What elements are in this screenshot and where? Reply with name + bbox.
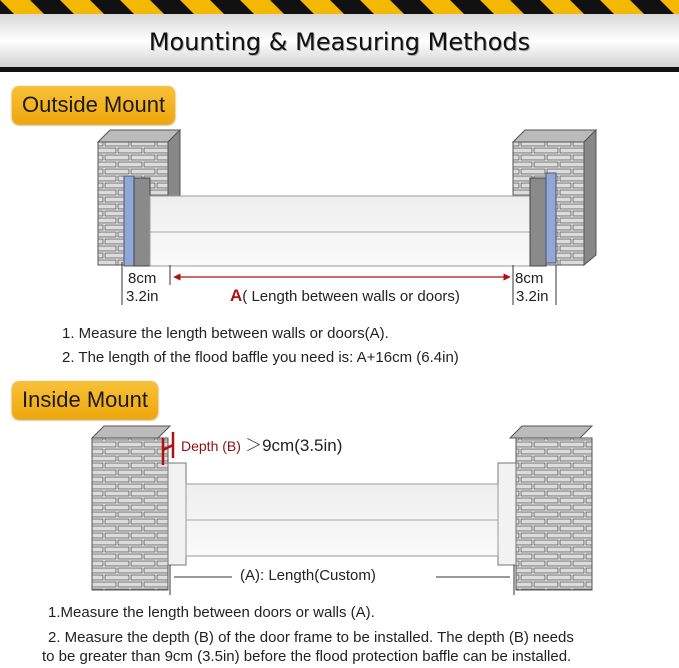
- depth-value: ＞9cm(3.5in): [245, 436, 343, 455]
- depth-label: Depth (B): [181, 438, 241, 454]
- outside-step-2: 2. The length of the flood baffle you need is: A+16cm (6.4in): [62, 349, 459, 366]
- inside-step-2-cont: to be greater than 9cm (3.5in) before the flood protection baffle can be installed.: [42, 648, 572, 665]
- a-marker: A: [230, 286, 243, 305]
- header-rule: [0, 67, 679, 72]
- page-title: Mounting & Measuring Methods: [148, 28, 531, 56]
- a-label: ( Length between walls or doors): [242, 288, 460, 305]
- inside-mount-badge: Inside Mount: [12, 381, 158, 419]
- right-dim-in: 3.2in: [516, 288, 549, 305]
- left-dim-in: 3.2in: [126, 288, 159, 305]
- left-dim-cm: 8cm: [128, 270, 157, 287]
- outside-step-1: 1. Measure the length between walls or doors(A).: [62, 325, 389, 342]
- right-dim-cm: 8cm: [515, 270, 544, 287]
- inside-step-2: 2. Measure the depth (B) of the door frame to be installed. The depth (B) needs: [48, 629, 574, 646]
- inside-step-1: 1.Measure the length between doors or walls (A).: [48, 604, 375, 621]
- outside-mount-badge: Outside Mount: [12, 86, 175, 124]
- hazard-stripe: [0, 0, 679, 14]
- length-label: (A): Length(Custom): [240, 567, 376, 584]
